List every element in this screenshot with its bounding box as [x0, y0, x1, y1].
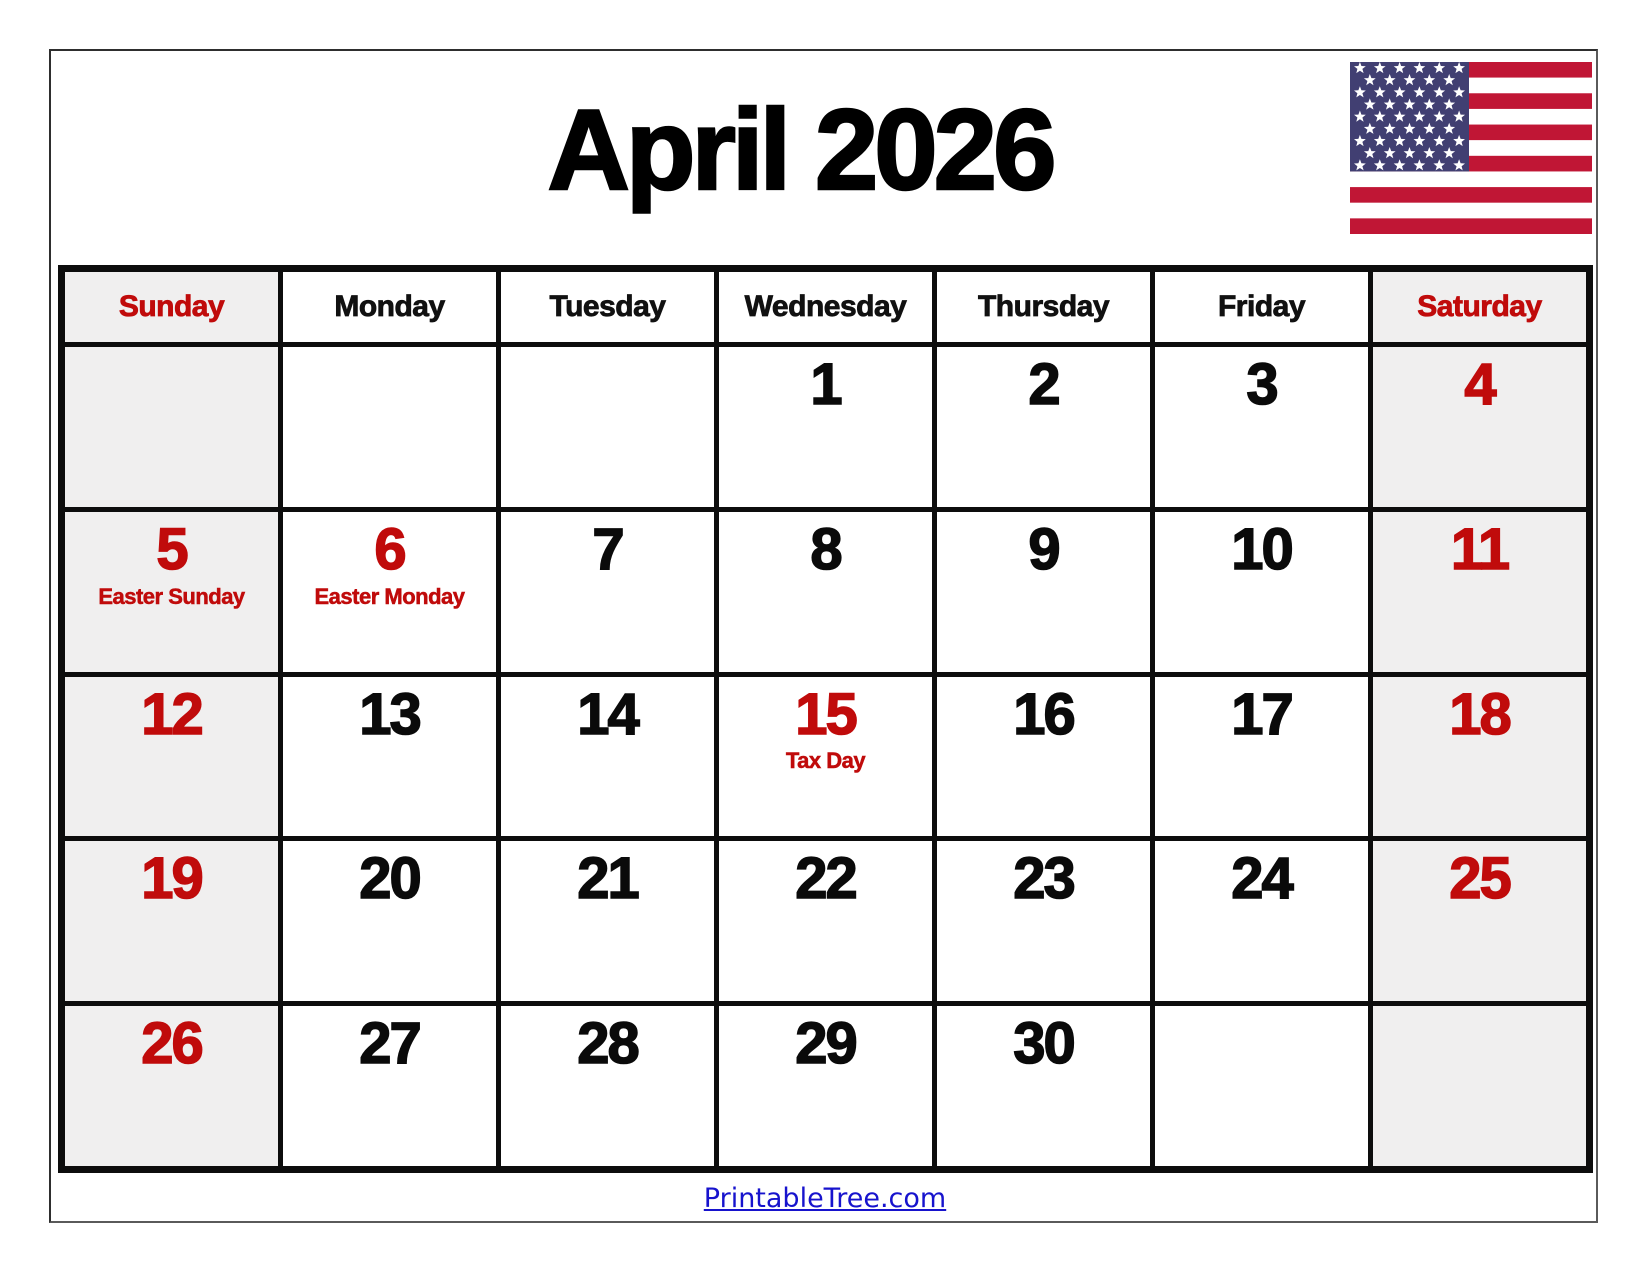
day-cell: [937, 347, 1150, 507]
us-flag-icon: [1350, 62, 1592, 234]
weekday-header-monday: Monday: [283, 272, 496, 342]
day-number: 3: [1246, 352, 1277, 417]
day-cell: [937, 512, 1150, 672]
weekday-header-tuesday: Tuesday: [501, 272, 714, 342]
day-cell: [719, 841, 932, 1001]
weekday-header-saturday: Saturday: [1373, 272, 1586, 342]
day-cell: [501, 841, 714, 1001]
day-number: 28: [577, 1011, 638, 1077]
day-number: 7: [592, 516, 623, 582]
day-number: 25: [1449, 846, 1510, 912]
day-cell: [719, 1006, 932, 1166]
day-cell: [937, 677, 1150, 837]
weekday-header-friday: Friday: [1155, 272, 1368, 342]
day-number: 30: [1013, 1011, 1074, 1077]
day-number: 29: [795, 1011, 856, 1077]
day-cell: [65, 347, 278, 507]
day-number: 24: [1231, 846, 1292, 912]
day-cell: [501, 677, 714, 837]
day-number: 27: [359, 1011, 420, 1077]
day-number: 13: [359, 681, 420, 747]
day-number: 15: [795, 681, 856, 747]
day-cell: [283, 1006, 496, 1166]
month-title: April 2026: [547, 87, 1053, 214]
day-number: 6: [374, 516, 405, 582]
day-cell: [1373, 1006, 1586, 1166]
day-cell: [1155, 677, 1368, 837]
day-cell: [1155, 347, 1368, 507]
weekday-header-thursday: Thursday: [937, 272, 1150, 342]
day-number: 5: [156, 516, 187, 582]
weekday-header-sunday: Sunday: [65, 272, 278, 342]
holiday-label: Easter Monday: [314, 583, 465, 609]
day-cell: [283, 347, 496, 507]
day-number: 22: [795, 846, 856, 912]
day-number: 20: [359, 846, 420, 912]
day-number: 14: [577, 681, 638, 747]
day-number: 18: [1449, 681, 1510, 747]
day-cell: [65, 677, 278, 837]
day-cell: [501, 347, 714, 507]
day-number: 19: [141, 846, 202, 912]
calendar-grid: [58, 265, 1593, 1173]
day-cell: [1155, 1006, 1368, 1166]
day-number: 23: [1013, 846, 1074, 912]
day-cell: [1373, 677, 1586, 837]
day-cell: [65, 841, 278, 1001]
printabletree-link[interactable]: PrintableTree.com: [703, 1183, 947, 1214]
day-number: 12: [141, 681, 202, 747]
day-cell: [937, 1006, 1150, 1166]
day-number: 26: [141, 1011, 202, 1077]
day-number: 8: [810, 516, 841, 582]
weekday-header-wednesday: Wednesday: [719, 272, 932, 342]
day-cell: [501, 512, 714, 672]
day-number: 1: [810, 352, 841, 417]
day-number: 17: [1231, 681, 1292, 747]
day-cell: [1155, 841, 1368, 1001]
day-cell: [719, 677, 932, 837]
footer: [0, 1183, 1650, 1214]
day-number: 9: [1028, 516, 1059, 582]
day-number: 11: [1450, 516, 1509, 582]
day-cell: [283, 512, 496, 672]
day-cell: [719, 512, 932, 672]
day-number: 4: [1464, 352, 1495, 417]
day-cell: [65, 1006, 278, 1166]
day-cell: [1373, 512, 1586, 672]
day-cell: [65, 512, 278, 672]
day-cell: [937, 841, 1150, 1001]
day-cell: [1373, 347, 1586, 507]
day-number: 21: [577, 846, 638, 912]
holiday-label: Tax Day: [785, 748, 866, 774]
day-number: 16: [1013, 681, 1074, 747]
day-cell: [719, 347, 932, 507]
day-cell: [283, 677, 496, 837]
day-number: 2: [1028, 352, 1059, 417]
day-number: 10: [1231, 516, 1292, 582]
day-cell: [1155, 512, 1368, 672]
day-cell: [1373, 841, 1586, 1001]
holiday-label: Easter Sunday: [98, 583, 245, 609]
day-cell: [501, 1006, 714, 1166]
day-cell: [283, 841, 496, 1001]
